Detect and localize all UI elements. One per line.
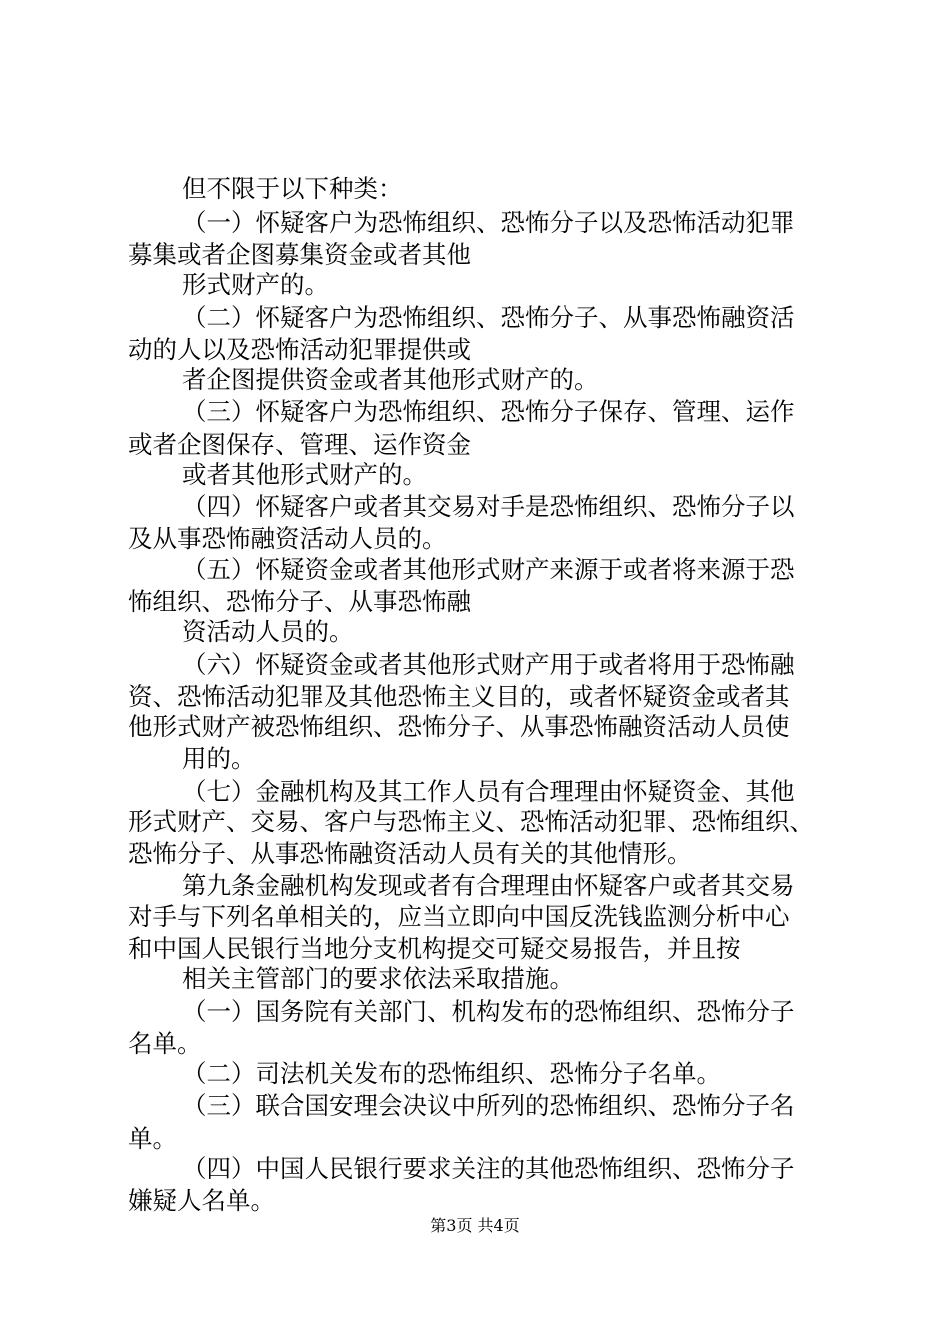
text-line: 或者企图保存、管理、运作资金 bbox=[128, 430, 471, 459]
text-line: （五）怀疑资金或者其他形式财产来源于或者将来源于恐 bbox=[182, 555, 795, 584]
text-line: 怖组织、恐怖分子、从事恐怖融 bbox=[128, 587, 471, 616]
text-line: 资活动人员的。 bbox=[182, 617, 354, 646]
text-line: 者企图提供资金或者其他形式财产的。 bbox=[182, 365, 599, 394]
text-line: （二）怀疑客户为恐怖组织、恐怖分子、从事恐怖融资活 bbox=[182, 303, 795, 332]
text-line: 募集或者企图募集资金或者其他 bbox=[128, 240, 471, 269]
text-line: （二）司法机关发布的恐怖组织、恐怖分子名单。 bbox=[182, 1059, 721, 1088]
text-line: 或者其他形式财产的。 bbox=[182, 460, 427, 489]
text-line: （三）怀疑客户为恐怖组织、恐怖分子保存、管理、运作 bbox=[182, 397, 795, 426]
text-line: 形式财产、交易、客户与恐怖主义、恐怖活动犯罪、恐怖组织、 bbox=[128, 807, 814, 836]
text-line: （四）怀疑客户或者其交易对手是恐怖组织、恐怖分子以 bbox=[182, 492, 795, 521]
text-line: 但不限于以下种类： bbox=[182, 174, 403, 203]
text-line: 名单。 bbox=[128, 1029, 202, 1058]
text-line: （三）联合国安理会决议中所列的恐怖组织、恐怖分子名 bbox=[182, 1091, 795, 1120]
text-line: （七）金融机构及其工作人员有合理理由怀疑资金、其他 bbox=[182, 777, 795, 806]
text-line: 对手与下列名单相关的，应当立即向中国反洗钱监测分析中心 bbox=[128, 902, 790, 931]
text-line: 用的。 bbox=[182, 744, 256, 773]
text-line: 动的人以及恐怖活动犯罪提供或 bbox=[128, 335, 471, 364]
text-line: 嫌疑人名单。 bbox=[128, 1186, 275, 1215]
text-line: 恐怖分子、从事恐怖融资活动人员有关的其他情形。 bbox=[128, 839, 692, 868]
text-line: 第九条金融机构发现或者有合理理由怀疑客户或者其交易 bbox=[182, 871, 795, 900]
text-line: （一）怀疑客户为恐怖组织、恐怖分子以及恐怖活动犯罪 bbox=[182, 208, 795, 237]
text-line: 及从事恐怖融资活动人员的。 bbox=[128, 524, 447, 553]
text-line: （一）国务院有关部门、机构发布的恐怖组织、恐怖分子 bbox=[182, 997, 795, 1026]
page-number: 第3页 共4页 bbox=[430, 1216, 520, 1235]
text-line: 他形式财产被恐怖组织、恐怖分子、从事恐怖融资活动人员使 bbox=[128, 712, 790, 741]
text-line: （四）中国人民银行要求关注的其他恐怖组织、恐怖分子 bbox=[182, 1154, 795, 1183]
text-line: 单。 bbox=[128, 1124, 177, 1153]
text-line: 和中国人民银行当地分支机构提交可疑交易报告，并且按 bbox=[128, 934, 741, 963]
text-line: 形式财产的。 bbox=[182, 270, 329, 299]
text-line: 资、恐怖活动犯罪及其他恐怖主义目的，或者怀疑资金或者其 bbox=[128, 682, 790, 711]
text-line: 相关主管部门的要求依法采取措施。 bbox=[182, 964, 574, 993]
text-line: （六）怀疑资金或者其他形式财产用于或者将用于恐怖融 bbox=[182, 650, 795, 679]
